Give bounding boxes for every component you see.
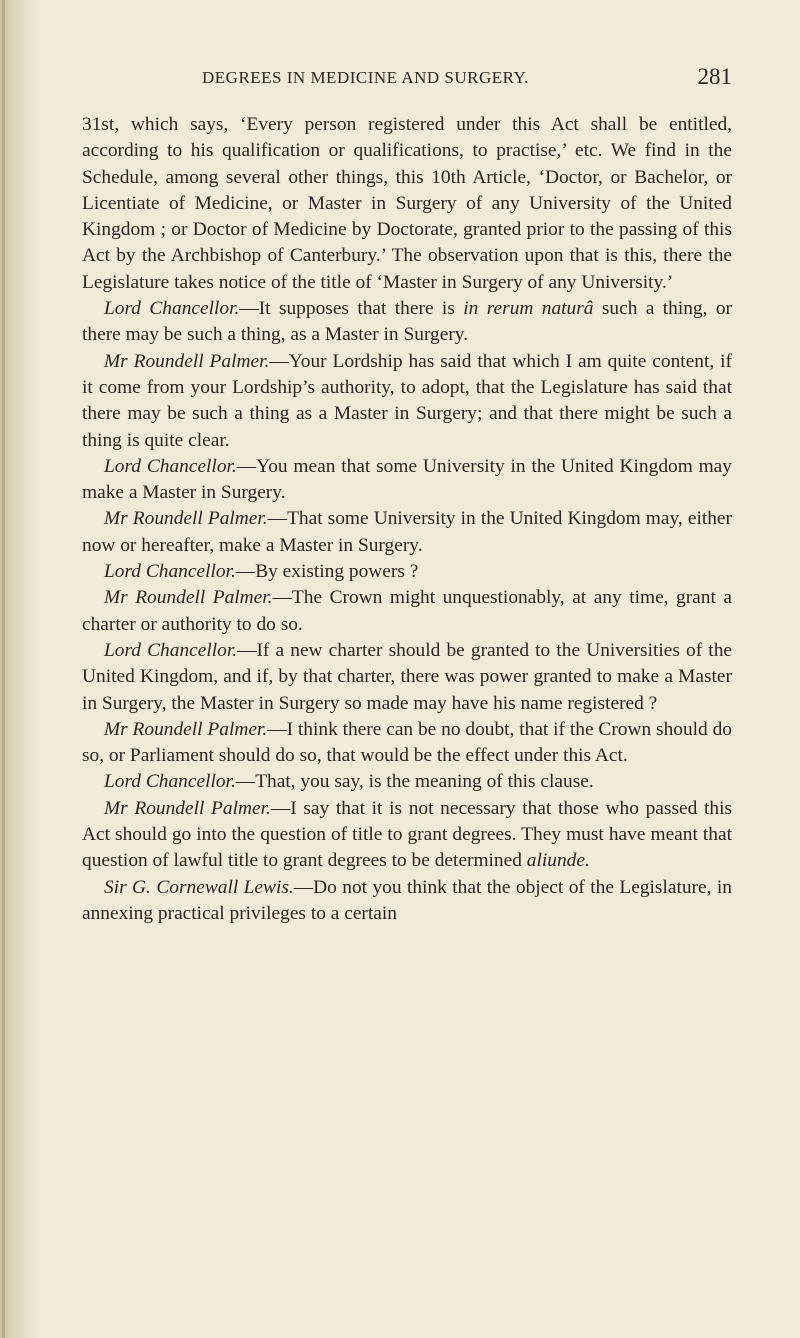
dialogue-paragraph (82, 875, 732, 928)
speaker-name: Mr Roundell Palmer. (104, 508, 268, 530)
dialogue-paragraph (82, 559, 732, 585)
dialogue-paragraph (82, 296, 732, 349)
dialogue-paragraph (82, 506, 732, 559)
dialogue-paragraph (82, 638, 732, 717)
running-head: DEGREES IN MEDICINE AND SURGERY. (202, 68, 529, 87)
paragraph-text: —The Crown might unquestionably, at any time, grant a charter or authority to do so. (82, 587, 732, 635)
speaker-name: Lord Chancellor. (104, 771, 236, 793)
page-number: 281 (697, 64, 732, 89)
speaker-name: Mr Roundell Palmer. (104, 797, 271, 819)
paragraph-text: —By existing powers ? (235, 561, 419, 583)
paragraph-text: —Do not you think that the object of the Legislature, in annexing practical privileges to a certain (82, 876, 732, 924)
page-edge (2, 0, 5, 1338)
speaker-name: Lord Chancellor. (104, 298, 240, 320)
speaker-name: Lord Chancellor. (104, 639, 238, 661)
speaker-name: Sir G. Cornewall Lewis. (104, 876, 294, 898)
paragraph-text: 31st, which says, ‘Every person registered under this Act shall be entitled, according to his qualification or qualifications, to practise,’ etc. We find in the Schedule, among several other things, this 10th Article, ‘Doctor, or Bachelor, or Licentiate of Medicine, or Master in Surgery of any University of the United Kingdom ; or Doctor of Medicine by Doctorate, granted prior to the passing of this Act by the Archbishop of Canterbury.’ The observation upon that is this, there the Legislature takes notice of the title of ‘Master in Surgery of any University.’ (82, 114, 732, 293)
dialogue-paragraph (82, 349, 732, 454)
speaker-name: Mr Roundell Palmer. (104, 350, 270, 372)
emphasized-phrase: aliunde. (526, 850, 590, 872)
page-binding-shadow (0, 0, 40, 1338)
dialogue-paragraph (82, 585, 732, 638)
speaker-name: Lord Chancellor. (104, 455, 237, 477)
paragraph-text: —I say that it is not necessary that those who passed this Act should go into the question of title to grant degrees. They must have meant that question of lawful title to grant degrees to be determined (82, 797, 733, 872)
paragraph-text: —If a new charter should be granted to the Universities of the United Kingdom, and if, by that charter, there was power granted to make a Master in Surgery, the Master in Surgery so made may have his name registered ? (82, 639, 732, 714)
paragraph-text: —That, you say, is the meaning of this clause. (235, 771, 594, 793)
paragraph-text: —I think there can be no doubt, that if the Crown should do so, or Parliament should do so, that would be the effect under this Act. (82, 718, 732, 767)
page-body (82, 112, 732, 927)
speaker-name: Lord Chancellor. (104, 561, 236, 583)
page-header (82, 64, 732, 94)
paragraph-continuation (82, 112, 732, 296)
dialogue-paragraph (82, 454, 732, 507)
paragraph-text: —That some University in the United Kingdom may, either now or hereafter, make a Master in Surgery. (82, 508, 732, 556)
dialogue-paragraph (82, 769, 732, 795)
paragraph-text: —It supposes that there is (239, 298, 464, 320)
speaker-name: Mr Roundell Palmer. (104, 587, 273, 609)
paragraph-text: such a thing, or there may be such a thing, as a Master in Surgery. (82, 298, 733, 346)
emphasized-phrase: in rerum naturâ (463, 298, 594, 320)
dialogue-paragraph (82, 717, 732, 770)
paragraph-text: —Your Lordship has said that which I am quite content, if it come from your Lordship’s authority, to adopt, that the Legislature has said that there may be such a thing as a Master in Surgery; and that there might be such a thing is quite clear. (82, 350, 732, 451)
speaker-name: Mr Roundell Palmer. (104, 718, 268, 740)
paragraph-text: —You mean that some University in the United Kingdom may make a Master in Surgery. (82, 455, 732, 504)
dialogue-paragraph (82, 796, 732, 875)
